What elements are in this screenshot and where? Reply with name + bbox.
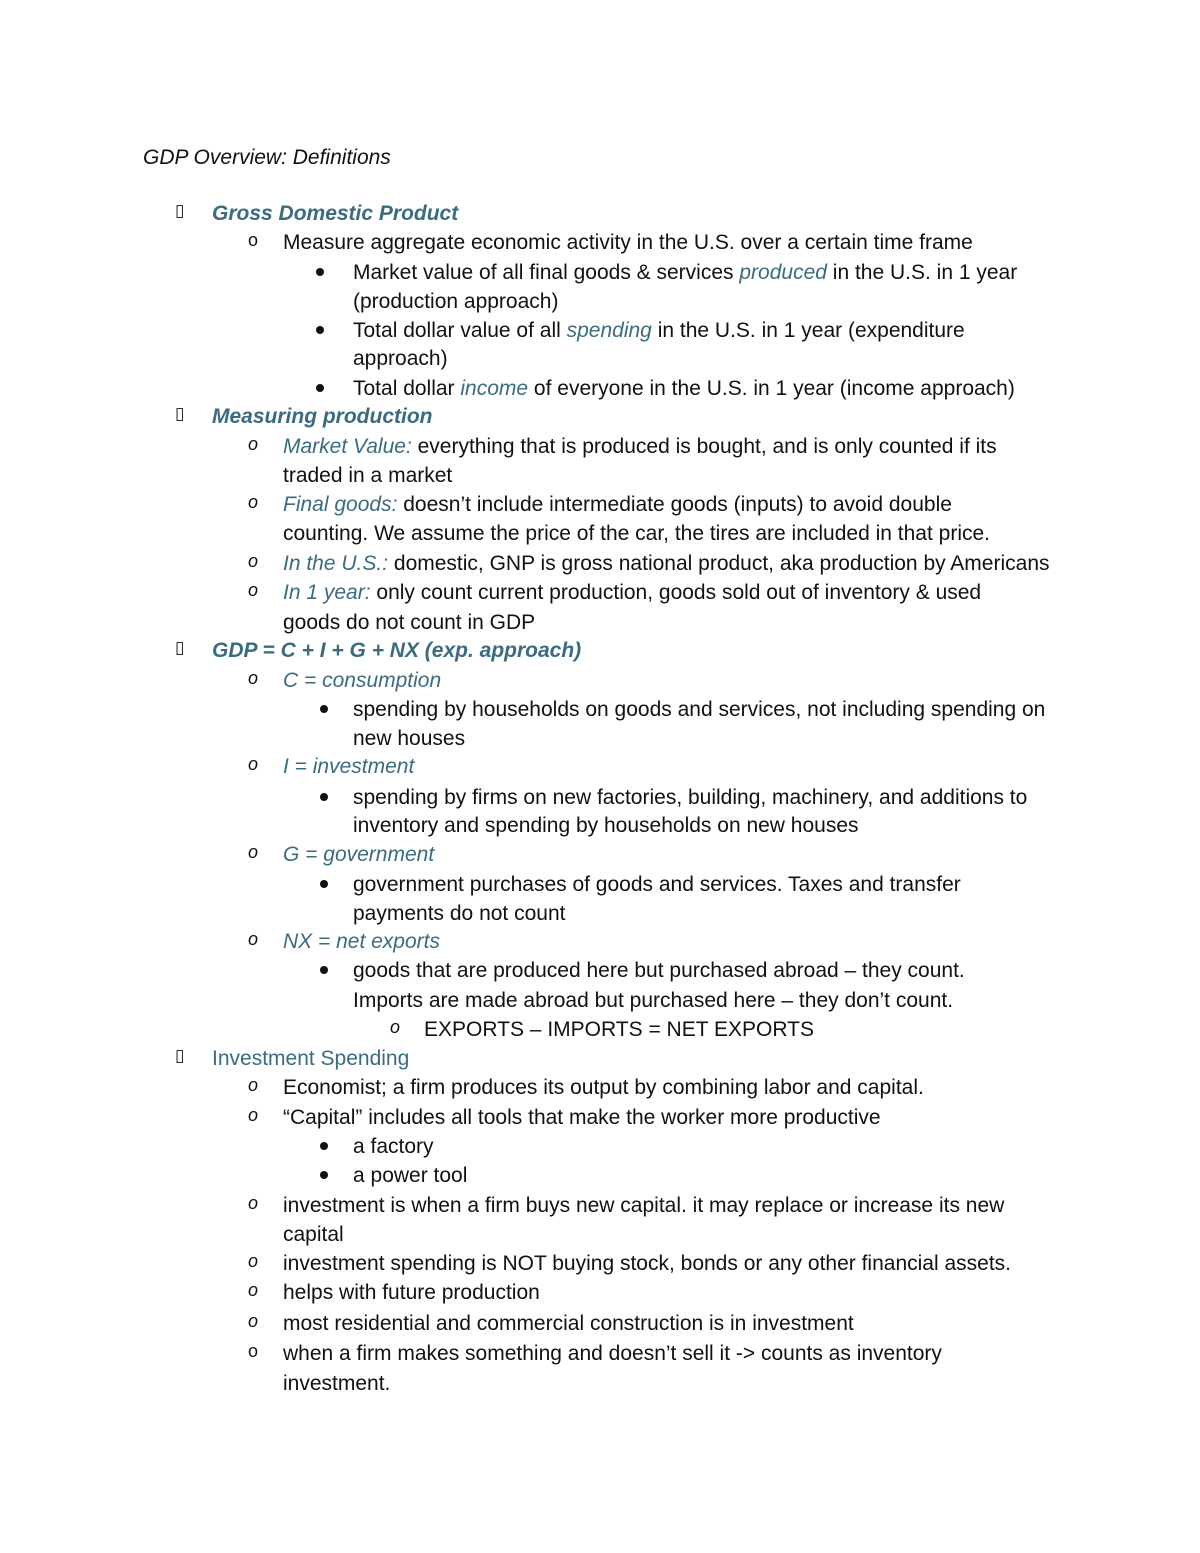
list-item: a power tool	[353, 1164, 468, 1187]
list-item: investment spending is NOT buying stock, bonds or any other financial assets.	[283, 1252, 1011, 1275]
level2-marker: o	[248, 434, 259, 454]
list-item: Market Value: everything that is produced is bought, and is only counted if its	[283, 435, 997, 458]
level2-marker: o	[248, 551, 259, 571]
list-item-continued: investment.	[283, 1372, 391, 1395]
level2-marker: o	[248, 1251, 259, 1271]
list-item: EXPORTS – IMPORTS = NET EXPORTS	[424, 1018, 814, 1041]
component-label-government: G = government	[283, 843, 435, 866]
list-item: a factory	[353, 1135, 434, 1158]
level2-marker: o	[248, 668, 259, 688]
list-item: In the U.S.: domestic, GNP is gross national product, aka production by Americans	[283, 552, 1050, 575]
list-item: spending by households on goods and services, not including spending on	[353, 698, 1046, 721]
level2-marker: o	[248, 842, 259, 862]
list-item-continued: traded in a market	[283, 464, 453, 487]
list-item: investment is when a firm buys new capital. it may replace or increase its new	[283, 1194, 1005, 1217]
component-label-consumption: C = consumption	[283, 669, 442, 692]
section-heading-measuring: Measuring production	[212, 405, 433, 428]
bullet-dot	[320, 1171, 328, 1179]
list-item: Total dollar income of everyone in the U.S. in 1 year (income approach)	[353, 377, 1015, 400]
list-item-continued: inventory and spending by households on new houses	[353, 814, 859, 837]
page-title: GDP Overview: Definitions	[143, 146, 391, 169]
level2-marker: o	[248, 230, 259, 250]
list-item-continued: capital	[283, 1223, 344, 1246]
bullet-dot	[316, 326, 324, 334]
list-item: most residential and commercial construction is in investment	[283, 1312, 854, 1335]
list-item-continued: (production approach)	[353, 290, 559, 313]
section-heading-investment-spending: Investment Spending	[212, 1047, 410, 1070]
list-item-continued: goods do not count in GDP	[283, 611, 536, 634]
section-heading-gdp-formula: GDP = C + I + G + NX (exp. approach)	[212, 639, 582, 662]
level1-marker: ▯	[175, 638, 185, 657]
list-item-continued: counting. We assume the price of the car, the tires are included in that price.	[283, 522, 990, 545]
level2-marker: o	[248, 1341, 259, 1361]
bullet-dot	[320, 793, 328, 801]
bullet-dot	[320, 1142, 328, 1150]
list-item: helps with future production	[283, 1281, 540, 1304]
list-item: Final goods: doesn’t include intermediate goods (inputs) to avoid double	[283, 493, 952, 516]
component-label-net-exports: NX = net exports	[283, 930, 440, 953]
level4-marker: o	[390, 1017, 401, 1037]
level1-marker: ▯	[175, 1046, 185, 1065]
list-item-continued: payments do not count	[353, 902, 566, 925]
list-item: Market value of all final goods & services produced in the U.S. in 1 year	[353, 261, 1018, 284]
level2-marker: o	[248, 580, 259, 600]
level1-marker: ▯	[175, 201, 185, 220]
level1-marker: ▯	[175, 404, 185, 423]
section-heading-gdp: Gross Domestic Product	[212, 202, 459, 225]
list-item-continued: new houses	[353, 727, 466, 750]
list-item: Measure aggregate economic activity in the U.S. over a certain time frame	[283, 231, 973, 254]
bullet-dot	[316, 384, 324, 392]
level2-marker: o	[248, 754, 259, 774]
level2-marker: o	[248, 1105, 259, 1125]
level2-marker: o	[248, 1311, 259, 1331]
level2-marker: o	[248, 492, 259, 512]
level2-marker: o	[248, 929, 259, 949]
bullet-dot	[320, 966, 328, 974]
component-label-investment: I = investment	[283, 755, 415, 778]
list-item: “Capital” includes all tools that make the worker more productive	[283, 1106, 881, 1129]
list-item: government purchases of goods and services. Taxes and transfer	[353, 873, 961, 896]
list-item: spending by firms on new factories, building, machinery, and additions to	[353, 786, 1028, 809]
list-item: goods that are produced here but purchased abroad – they count.	[353, 959, 965, 982]
bullet-dot	[316, 268, 324, 276]
list-item: Total dollar value of all spending in the U.S. in 1 year (expenditure	[353, 319, 965, 342]
bullet-dot	[320, 705, 328, 713]
level2-marker: o	[248, 1280, 259, 1300]
list-item: Economist; a firm produces its output by combining labor and capital.	[283, 1076, 924, 1099]
level2-marker: o	[248, 1193, 259, 1213]
list-item: when a firm makes something and doesn’t sell it -> counts as inventory	[283, 1342, 942, 1365]
bullet-dot	[320, 880, 328, 888]
list-item: In 1 year: only count current production, goods sold out of inventory & used	[283, 581, 982, 604]
list-item-continued: Imports are made abroad but purchased here – they don’t count.	[353, 989, 954, 1012]
list-item-continued: approach)	[353, 347, 448, 370]
level2-marker: o	[248, 1075, 259, 1095]
